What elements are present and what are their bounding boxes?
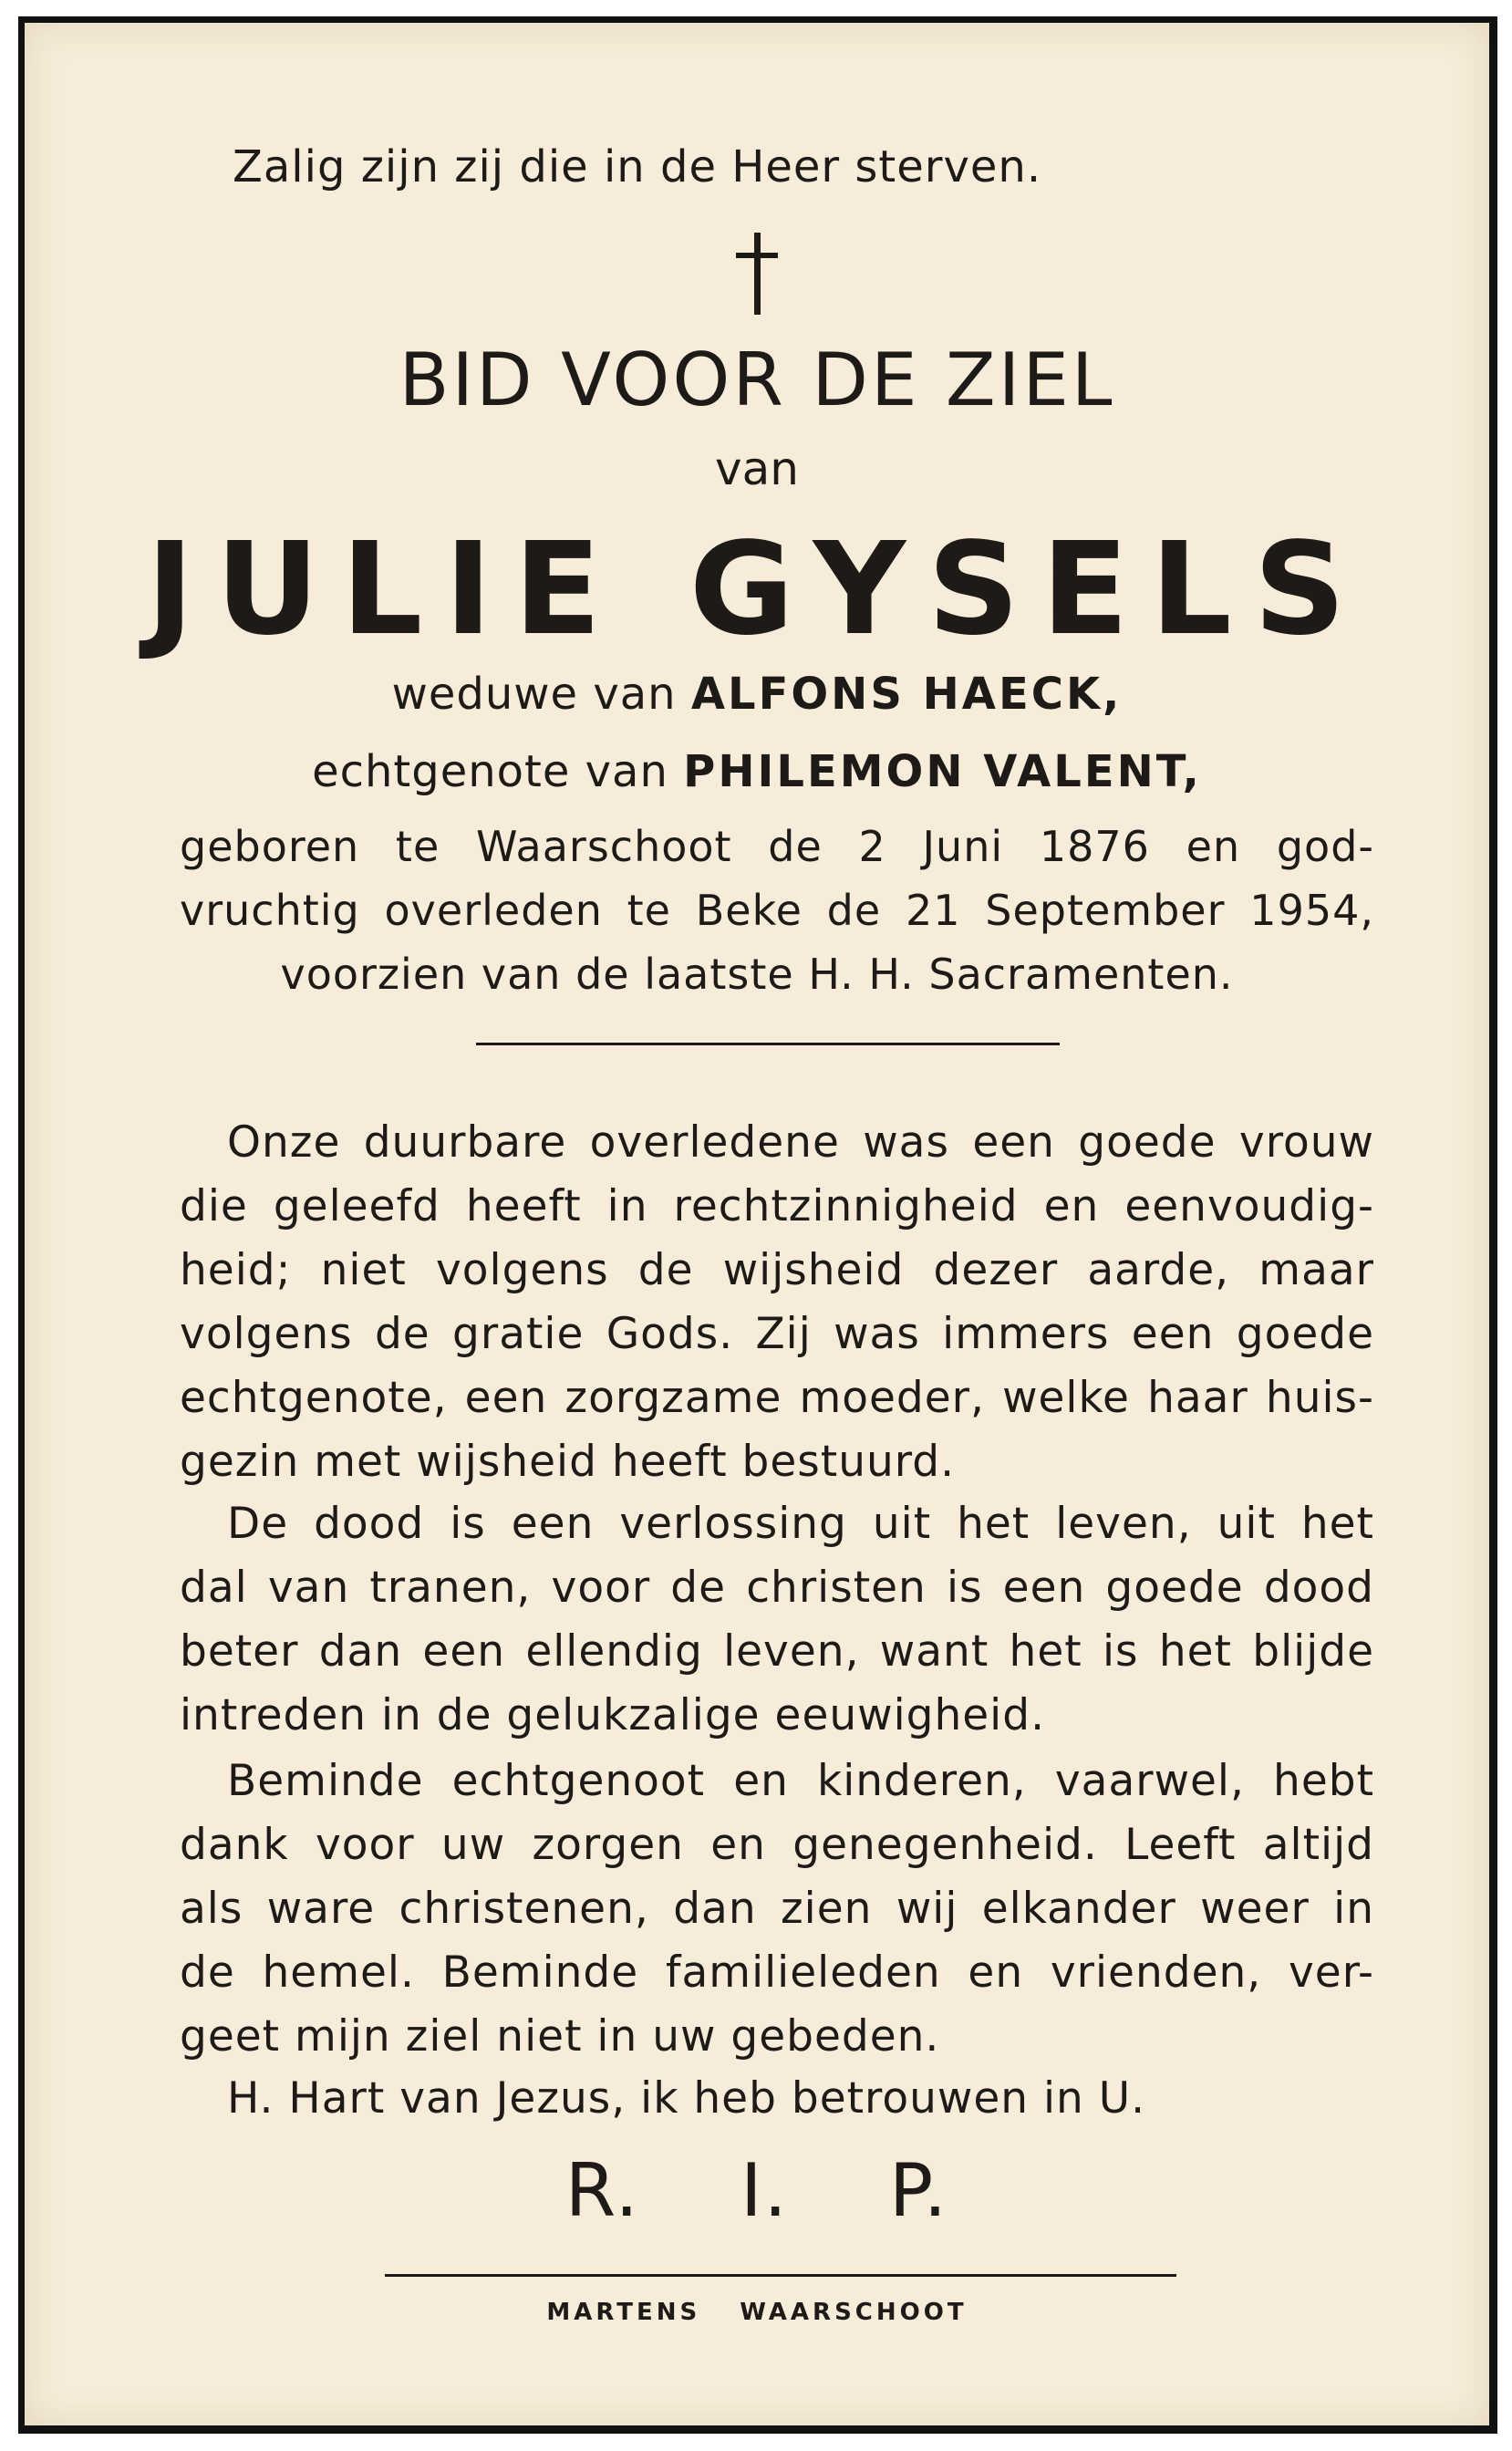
paragraph3-line-2: dank voor uw zorgen en genegenheid. Leeft altijd bbox=[180, 1820, 1374, 1870]
spouse-line bbox=[25, 746, 1489, 797]
paragraph1-line-1: Onze duurbare overledene was een goede vrouw bbox=[227, 1117, 1374, 1168]
van-label: van bbox=[715, 442, 799, 495]
rip-line bbox=[25, 2148, 1489, 2233]
birth-line-2: vruchtig overleden te Beke de 21 September 1954, bbox=[180, 886, 1374, 935]
divider-bottom bbox=[385, 2274, 1176, 2277]
paragraph2-line-4: intreden in de gelukzalige eeuwigheid. bbox=[180, 1690, 1046, 1740]
paragraph3-line-5: geet mijn ziel niet in uw gebeden. bbox=[180, 2011, 940, 2062]
psalm-verse: Zalig zijn zij die in de Heer sterven. bbox=[233, 141, 1042, 192]
birth-line-3: voorzien van de laatste H. H. Sacramenten. bbox=[280, 950, 1234, 999]
closing-prayer: H. Hart van Jezus, ik heb betrouwen in U. bbox=[227, 2073, 1146, 2124]
rip-p: P. bbox=[888, 2148, 949, 2233]
spouse-name: PHILEMON VALENT, bbox=[683, 746, 1202, 797]
paragraph2-line-1: De dood is een verlossing uit het leven, uit het bbox=[227, 1499, 1374, 1549]
deceased-name: JULIE GYSELS bbox=[146, 515, 1368, 664]
paragraph3-line-3: als ware christenen, dan zien wij elkander weer in bbox=[180, 1884, 1374, 1934]
paragraph1-line-3: heid; niet volgens de wijsheid dezer aarde, maar bbox=[180, 1245, 1374, 1295]
paragraph3-line-4: de hemel. Beminde familieleden en vrienden, ver- bbox=[180, 1947, 1374, 1998]
paragraph1-line-4: volgens de gratie Gods. Zij was immers een goede bbox=[180, 1309, 1374, 1359]
widow-name: ALFONS HAECK, bbox=[690, 669, 1123, 720]
paragraph1-line-6: gezin met wijsheid heeft bestuurd. bbox=[180, 1437, 956, 1487]
printer-imprint: MARTENS WAARSCHOOT bbox=[546, 2299, 968, 2326]
widow-line bbox=[25, 669, 1489, 720]
prayer-heading: BID VOOR DE ZIEL bbox=[399, 338, 1115, 422]
rip-r: R. bbox=[564, 2148, 640, 2233]
widow-prefix: weduwe van bbox=[391, 669, 677, 720]
divider-top bbox=[476, 1043, 1060, 1045]
paragraph1-line-2: die geleefd heeft in rechtzinnigheid en eenvoudig- bbox=[180, 1181, 1374, 1231]
paragraph2-line-3: beter dan een ellendig leven, want het is het blijde bbox=[180, 1626, 1374, 1677]
cross-icon bbox=[25, 233, 1489, 320]
birth-line-1: geboren te Waarschoot de 2 Juni 1876 en god- bbox=[180, 822, 1374, 871]
paragraph3-line-1: Beminde echtgenoot en kinderen, vaarwel, hebt bbox=[227, 1756, 1374, 1806]
spouse-prefix: echtgenote van bbox=[312, 746, 668, 797]
memorial-card bbox=[18, 16, 1497, 2434]
paragraph1-line-5: echtgenote, een zorgzame moeder, welke haar huis- bbox=[180, 1373, 1374, 1423]
rip-i: I. bbox=[740, 2148, 789, 2233]
paragraph2-line-2: dal van tranen, voor de christen is een goede dood bbox=[180, 1563, 1374, 1613]
